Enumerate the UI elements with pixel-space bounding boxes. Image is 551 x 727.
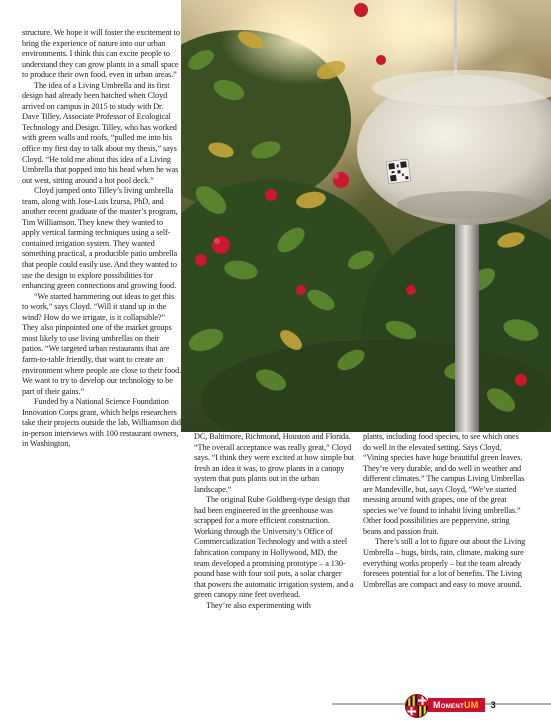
paragraph: Cloyd jumped onto Tilley’s living umbrella team, along with Jose-Luis Izursa, PhD, and another recent graduate of the master’s program, Tim Williamson. They knew they wanted to apply vertical farming techniques using a self-contained irrigation system. They wanted something practical, a producible patio umbrella that people could easily use. And they wanted to use the design to explore possibilities for enhancing green connections and growing food. [22, 186, 178, 291]
page-number: 3 [490, 700, 496, 710]
magazine-logo-suffix: UM [463, 700, 479, 710]
paragraph: There’s still a lot to figure out about the Living Umbrella – bugs, birds, rain, climate, making sure everything works properly – but the team already foresees potential for a lot of benefits. The Living Umbrellas are compact and easy to move around. [363, 537, 526, 589]
paragraph: Funded by a National Science Foundation Innovation Corps grant, which helps researchers take their projects outside the lab, Williamson did in-person interviews with 100 restaurant owners, in Washington, [22, 397, 181, 449]
living-umbrella-photo [181, 0, 551, 432]
paragraph: “We started hammering out ideas to get this to work,” says Cloyd. “Will it stand up in the wind? How do we irrigate, is it collapsible?” They also pinpointed one of the market groups most likely to use living umbrellas on their patios. “We targeted urban restaurants that are farm-to-table friendly, that want to create an environment where people are close to their food. We want to try to develop our technology to be part of their gains.” [22, 291, 182, 396]
magazine-logo-prefix: Moment [433, 700, 464, 710]
living-umbrella-illustration [181, 0, 551, 432]
qr-code-icon [386, 159, 411, 184]
paragraph: plants, including food species, to see which ones do well in the elevated setting. Says Cloyd, “Vining species have huge beautiful green leaves. They’re very durable, and do well in weather and different climates.” The campus Living Umbrellas are Mandeville, but, says Cloyd, “We’ve started messing around with grapes, one of the great species we’ve found to inhabit living umbrellas.” Other food possibilities are peppervine, string beans and passion fruit. [363, 432, 525, 536]
paragraph: structure. We hope it will foster the excitement to bring the experience of nature into our urban environments. I think this can excite people to understand they can grow plants in a small space to produce their own food, even in urban areas.” [22, 28, 180, 80]
maryland-flag-icon [405, 694, 429, 718]
magazine-logo [428, 698, 485, 712]
paragraph: They’re also experimenting with [206, 600, 311, 610]
article-column-1 [22, 28, 182, 450]
page-footer [428, 698, 496, 712]
article-column-2 [194, 432, 354, 611]
article-column-3 [363, 432, 527, 590]
paragraph: DC, Baltimore, Richmond, Houston and Florida. “The overall acceptance was really great,” Cloyd says. “I think they were excited at how simple but fresh an idea it was, to grow plants in a canopy system that puts plants out in the urban landscape.” [194, 432, 354, 494]
paragraph: The original Rube Goldberg-type design that had been engineered in the greenhouse was scrapped for a more efficient construction. Working through the University’s Office of Commercialization Technology and with a steel fabrication company in Hollywood, MD, the team developed a promising prototype – a 130-pound base with four soil pots, a solar charger that powers the automatic irrigation system, and a green canopy nine feet overhead. [194, 495, 354, 600]
paragraph: The idea of a Living Umbrella and its first design had already been hatched when Cloyd arrived on campus in 2015 to study with Dr. Dave Tilley, Associate Professor of Ecological Technology and Design. Tilley, who has worked with green walls and roofs, “pulled me into his office my first day to talk about my thesis,” says Cloyd. “He told me about this idea of a Living Umbrella that popped into his head when he was out west, sitting around a hot pool deck.” [22, 80, 179, 185]
